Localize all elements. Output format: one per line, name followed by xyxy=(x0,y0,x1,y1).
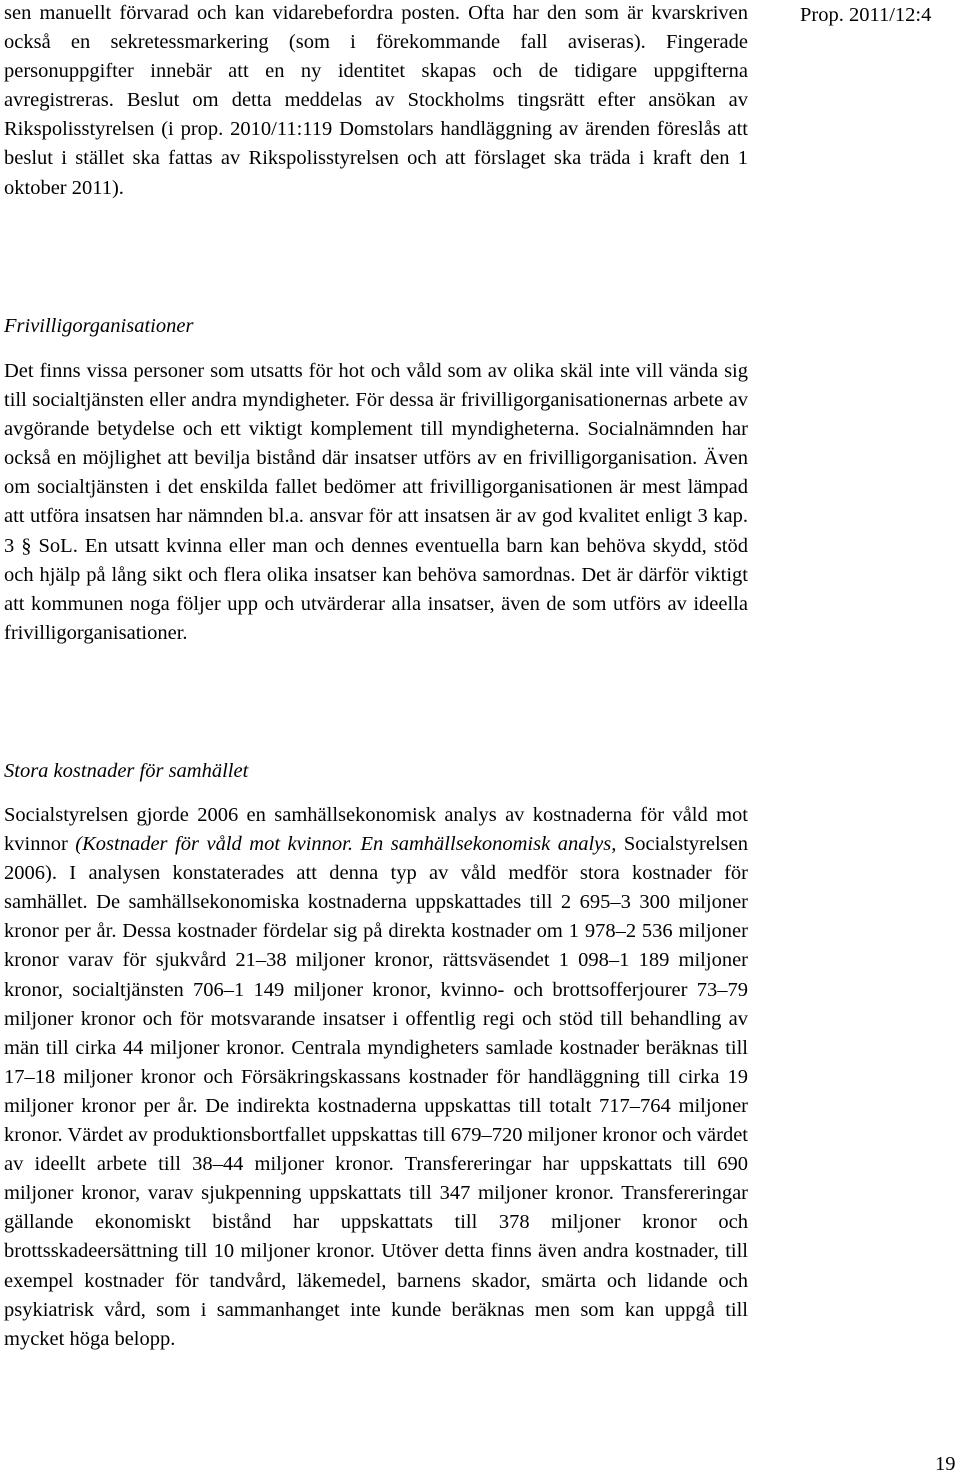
proposition-reference: Prop. 2011/12:4 xyxy=(800,4,932,26)
kostnader-paragraph xyxy=(4,801,748,1354)
page-number: 19 xyxy=(935,1453,956,1475)
section-heading-frivilligorganisationer: Frivilligorganisationer xyxy=(4,315,194,337)
intro-paragraph-block xyxy=(4,0,748,203)
frivillig-paragraph-block xyxy=(4,357,748,648)
kostnader-citation: (Kostnader för våld mot kvinnor. En samhällsekonomisk analys, xyxy=(75,833,617,856)
intro-paragraph: sen manuellt förvarad och kan vidarebefordra posten. Ofta har den som är kvarskriven också en sekretessmarkering (som i förekommande fall aviseras). Fingerade personuppgifter innebär att en ny identitet skapas och de tidigare uppgifterna avregistreras. Beslut om detta meddelas av Stockholms tingsrätt efter ansökan av Rikspolisstyrelsen (i prop. 2010/11:119 Domstolars handläggning av ärenden föreslås att beslut i stället ska fattas av Rikspolisstyrelsen och att förslaget ska träda i kraft den 1 oktober 2011). xyxy=(4,2,748,199)
kostnader-paragraph-block xyxy=(4,801,748,1354)
kostnader-text-after: Socialstyrelsen 2006). I analysen konstaterades att denna typ av våld medför stora kostnader för samhället. De samhällsekonomiska kostnaderna uppskattades till 2 695–3 300 miljoner kronor per år. Dessa kostnader fördelar sig på direkta kostnader om 1 978–2 536 miljoner kronor varav för sjukvård 21–38 miljoner kronor, rättsväsendet 1 098–1 189 miljoner kronor, socialtjänsten 706–1 149 miljoner kronor, kvinno- och brottsofferjourer 73–79 miljoner kronor och för motsvarande insatser i offentlig regi och stöd till behandling av män till cirka 44 miljoner kronor. Centrala myndigheters samlade kostnader beräknas till 17–18 miljoner kronor och Försäkringskassans kostnader för handläggning till cirka 19 miljoner kronor per år. De indirekta kostnaderna uppskattas till totalt 717–764 miljoner kronor. Värdet av produktionsbortfallet uppskattas till 679–720 miljoner kronor och värdet av ideellt arbete till 38–44 miljoner kronor. Transfereringar har uppskattats till 690 miljoner kronor, varav sjukpenning uppskattats till 347 miljoner kronor. Transfereringar gällande ekonomiskt bistånd har uppskattats till 378 miljoner kronor och brottsskadeersättning till 10 miljoner kronor. Utöver detta finns även andra kostnader, till exempel kostnader för tandvård, läkemedel, barnens skador, smärta och lidande och psykiatrisk vård, som i sammanhanget inte kunde beräknas men som kan uppgå till mycket höga belopp. xyxy=(4,833,748,1350)
kostnader-text-before: Socialstyrelsen gjorde 2006 en samhällsekonomisk analys av kostnaderna för våld mot kvinnor xyxy=(4,804,748,856)
frivillig-paragraph: Det finns vissa personer som utsatts för hot och våld som av olika skäl inte vill vända sig till socialtjänsten eller andra myndigheter. För dessa är frivilligorganisationernas arbete av avgörande betydelse och ett viktigt komplement till myndigheterna. Socialnämnden har också en möjlighet att bevilja bistånd där insatser utförs av en frivilligorganisation. Även om socialtjänsten i det enskilda fallet bedömer att frivilligorganisationen är mest lämpad att utföra insatsen har nämnden bl.a. ansvar för att insatsen är av god kvalitet enligt 3 kap. 3 § SoL. En utsatt kvinna eller man och dennes eventuella barn kan behöva skydd, stöd och hjälp på lång sikt och flera olika insatser kan behöva samordnas. Det är därför viktigt att kommunen noga följer upp och utvärderar alla insatser, även de som utförs av ideella frivilligorganisationer. xyxy=(4,360,748,644)
section-heading-kostnader: Stora kostnader för samhället xyxy=(4,760,249,782)
